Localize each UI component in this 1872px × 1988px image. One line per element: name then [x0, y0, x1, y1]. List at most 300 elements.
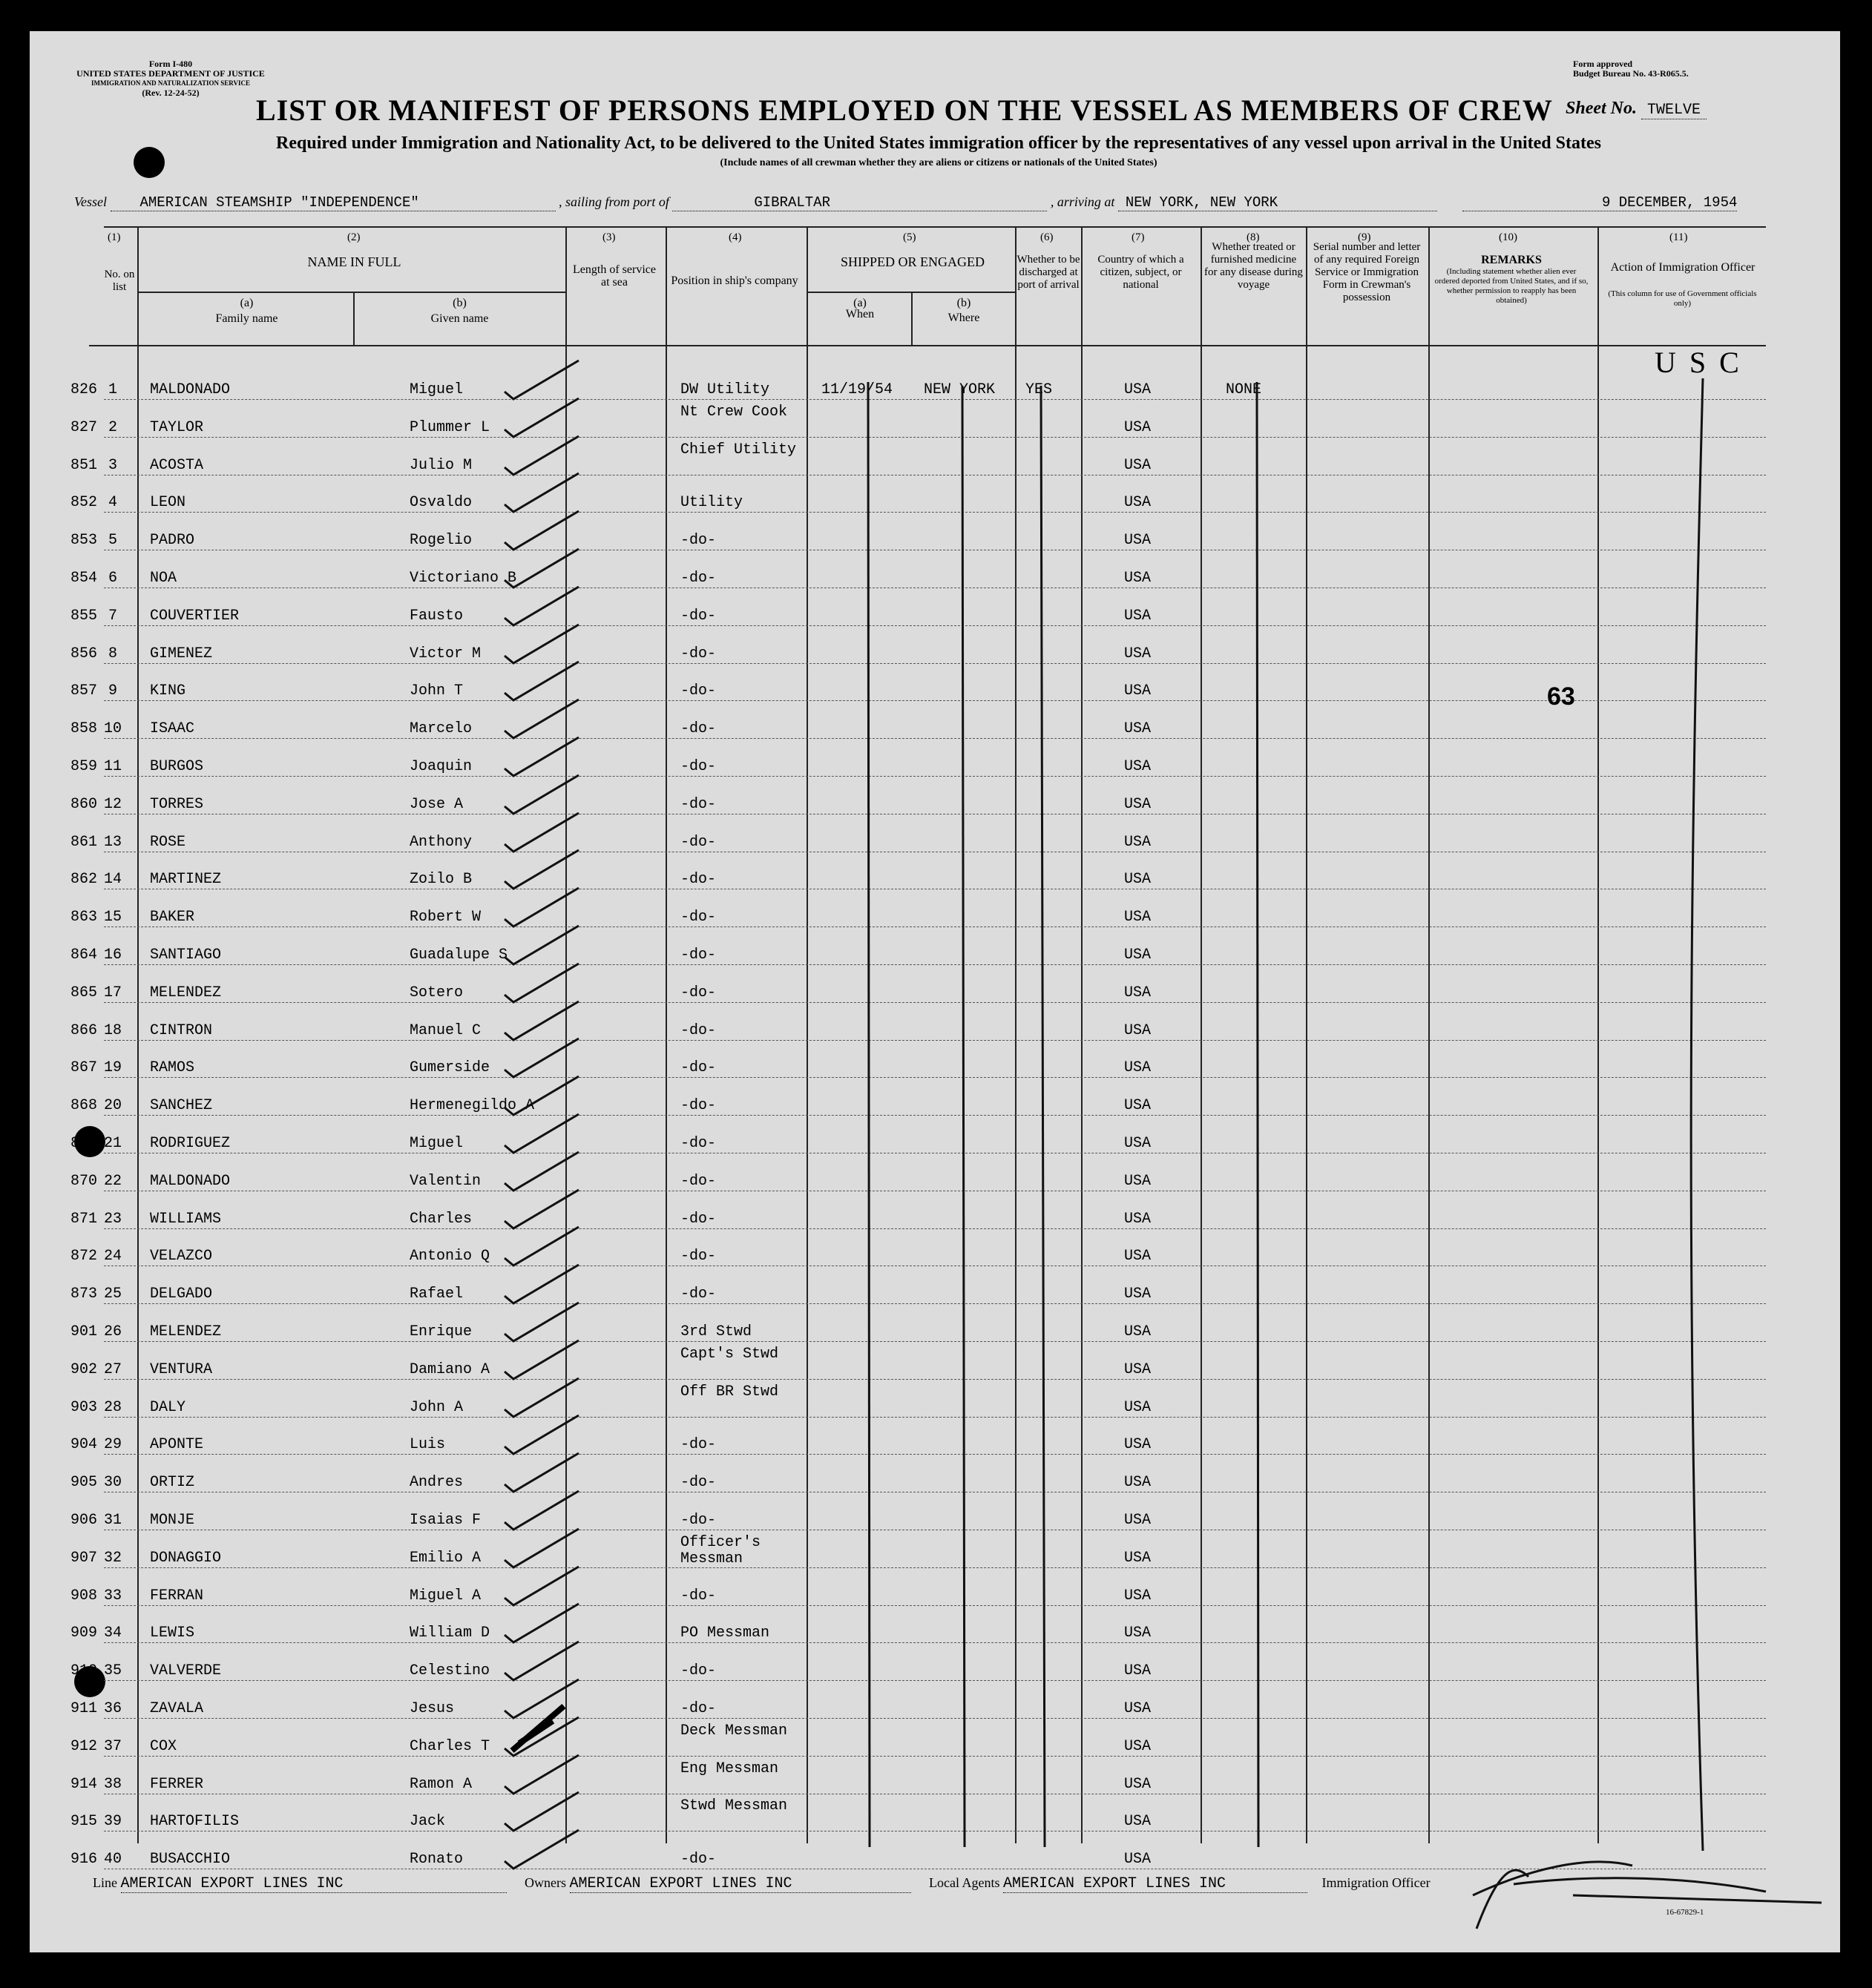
given-name: Miguel [410, 1135, 464, 1152]
form-code: 16-67829-1 [1666, 1908, 1704, 1917]
col-5a-header: When [845, 308, 875, 320]
owners-label: Owners [525, 1875, 566, 1890]
list-number: 17 [104, 984, 122, 1001]
family-name: MALDONADO [150, 381, 231, 398]
line-label: Line [93, 1875, 117, 1890]
country: USA [1124, 1436, 1152, 1453]
given-name: Celestino [410, 1662, 490, 1679]
vessel-value: AMERICAN STEAMSHIP "INDEPENDENCE" [111, 194, 556, 211]
family-name: VENTURA [150, 1361, 213, 1378]
list-number: 33 [104, 1587, 122, 1604]
country: USA [1124, 1662, 1152, 1679]
family-name: PADRO [150, 532, 195, 549]
given-name: Anthony [410, 834, 473, 851]
serial-number: 827 [70, 419, 98, 436]
serial-number: 857 [70, 682, 98, 700]
given-name: Luis [410, 1436, 446, 1453]
position: -do- [680, 1059, 717, 1076]
col-1-number: (1) [108, 231, 121, 243]
family-name: RODRIGUEZ [150, 1135, 231, 1152]
col-11-note: (This column for use of Government officials only) [1608, 289, 1757, 308]
country: USA [1124, 1173, 1152, 1190]
family-name: HARTOFILIS [150, 1813, 240, 1830]
list-number: 1 [108, 381, 118, 398]
position: -do- [680, 720, 717, 737]
col-9-number: (9) [1358, 231, 1371, 243]
approval: Form approved [1573, 59, 1633, 69]
position: -do- [680, 909, 717, 926]
country: USA [1124, 570, 1152, 587]
list-number: 38 [104, 1776, 122, 1793]
country: USA [1124, 1022, 1152, 1039]
serial-number: 871 [70, 1211, 98, 1228]
serial-number: 909 [70, 1625, 98, 1642]
col-5-number: (5) [903, 231, 916, 243]
family-name: FERRER [150, 1776, 204, 1793]
list-number: 30 [104, 1474, 122, 1491]
given-name: Joaquin [410, 758, 473, 775]
col-5-header: SHIPPED OR ENGAGED [840, 254, 985, 269]
position: Deck Messman [680, 1722, 788, 1740]
position: PO Messman [680, 1625, 770, 1642]
list-number: 24 [104, 1248, 122, 1265]
family-name: KING [150, 682, 186, 700]
arriving-value: NEW YORK, NEW YORK [1118, 194, 1437, 211]
given-name: Osvaldo [410, 494, 473, 511]
family-name: WILLIAMS [150, 1211, 222, 1228]
list-number: 18 [104, 1022, 122, 1039]
list-number: 11 [104, 758, 122, 775]
col-10-number: (10) [1499, 231, 1517, 243]
country: USA [1124, 1512, 1152, 1529]
serial-number: 865 [70, 984, 98, 1001]
remark-number: 63 [1547, 682, 1575, 711]
country: USA [1124, 947, 1152, 964]
position: -do- [680, 834, 717, 851]
col-9-header: Serial number and letter of any required Foreign Service or Immigration Form in Crewman's possession [1313, 241, 1421, 303]
list-number: 12 [104, 796, 122, 813]
agents-value: AMERICAN EXPORT LINES INC [1003, 1875, 1307, 1893]
requirement-text: Required under Immigration and Nationality Act, to be delivered to the United States immigration officer by the representatives of any vessel upon arrival in the United States [276, 134, 1601, 153]
list-number: 6 [108, 570, 118, 587]
serial-number: 863 [70, 909, 98, 926]
country: USA [1124, 532, 1152, 549]
serial-number: 906 [70, 1512, 98, 1529]
given-name: Victoriano B [410, 570, 517, 587]
list-number: 7 [108, 608, 118, 625]
service: IMMIGRATION AND NATURALIZATION SERVICE [91, 79, 250, 87]
position: -do- [680, 570, 717, 587]
col-3-number: (3) [602, 231, 616, 243]
serial-number: 903 [70, 1399, 98, 1416]
page-title: LIST OR MANIFEST OF PERSONS EMPLOYED ON THE VESSEL AS MEMBERS OF CREW [256, 93, 1553, 127]
sheet-value: TWELVE [1641, 102, 1707, 119]
serial-number: 869 [70, 1135, 98, 1152]
position: -do- [680, 682, 717, 700]
family-name: GIMENEZ [150, 645, 213, 662]
given-name: Emilio A [410, 1550, 482, 1567]
family-name: RAMOS [150, 1059, 195, 1076]
col-5a-number: (a) [853, 297, 867, 309]
col-1-header: No. on list [104, 269, 135, 293]
serial-number: 873 [70, 1286, 98, 1303]
col-11-number: (11) [1669, 231, 1688, 243]
position: Officer's Messman [680, 1534, 761, 1567]
list-number: 21 [104, 1135, 122, 1152]
country: USA [1124, 1399, 1152, 1416]
country: USA [1124, 419, 1152, 436]
position: DW Utility [680, 381, 770, 398]
position: -do- [680, 532, 717, 549]
given-name: Robert W [410, 909, 482, 926]
list-number: 9 [108, 682, 118, 700]
include-note: (Include names of all crewman whether they are aliens or citizens or nationals of the United States) [720, 157, 1157, 168]
given-name: Rogelio [410, 532, 473, 549]
family-name: MONJE [150, 1512, 195, 1529]
serial-number: 858 [70, 720, 98, 737]
list-number: 34 [104, 1625, 122, 1642]
country: USA [1124, 909, 1152, 926]
list-number: 31 [104, 1512, 122, 1529]
given-name: Charles T [410, 1738, 490, 1755]
serial-number: 901 [70, 1323, 98, 1340]
list-number: 13 [104, 834, 122, 851]
list-number: 32 [104, 1550, 122, 1567]
position: -do- [680, 1022, 717, 1039]
position: -do- [680, 1851, 717, 1868]
list-number: 35 [104, 1662, 122, 1679]
shipped-when: 11/19/54 [821, 381, 893, 398]
given-name: John T [410, 682, 464, 700]
discharged: YES [1025, 381, 1053, 398]
family-name: TAYLOR [150, 419, 204, 436]
serial-number: 852 [70, 494, 98, 511]
family-name: MALDONADO [150, 1173, 231, 1190]
list-number: 26 [104, 1323, 122, 1340]
position: -do- [680, 947, 717, 964]
col-2a-number: (a) [240, 297, 254, 309]
country: USA [1124, 1625, 1152, 1642]
list-number: 3 [108, 457, 118, 474]
family-name: BURGOS [150, 758, 204, 775]
position: Chief Utility [680, 441, 797, 458]
country: USA [1124, 1813, 1152, 1830]
list-number: 22 [104, 1173, 122, 1190]
family-name: ORTIZ [150, 1474, 195, 1491]
col-2a-header: Family name [215, 312, 278, 325]
list-number: 29 [104, 1436, 122, 1453]
position: Stwd Messman [680, 1797, 788, 1814]
serial-number: 859 [70, 758, 98, 775]
form-number: Form I-480 [148, 59, 193, 69]
given-name: Jose A [410, 796, 464, 813]
serial-number: 914 [70, 1776, 98, 1793]
given-name: Charles [410, 1211, 473, 1228]
given-name: Jack [410, 1813, 446, 1830]
given-name: Sotero [410, 984, 464, 1001]
sailing-label: , sailing from port of [559, 194, 669, 209]
list-number: 39 [104, 1813, 122, 1830]
col-7-number: (7) [1132, 231, 1145, 243]
given-name: John A [410, 1399, 464, 1416]
given-name: Jesus [410, 1700, 455, 1717]
given-name: Hermenegildo A [410, 1097, 535, 1114]
family-name: COUVERTIER [150, 608, 240, 625]
list-number: 28 [104, 1399, 122, 1416]
country: USA [1124, 1097, 1152, 1114]
given-name: Damiano A [410, 1361, 490, 1378]
position: -do- [680, 1135, 717, 1152]
country: USA [1124, 1135, 1152, 1152]
position: -do- [680, 796, 717, 813]
medicine: NONE [1226, 381, 1262, 398]
col-7-header: Country of which a citizen, subject, or national [1097, 254, 1184, 291]
serial-number: 867 [70, 1059, 98, 1076]
serial-number: 872 [70, 1248, 98, 1265]
arrival-date: 9 DECEMBER, 1954 [1462, 194, 1737, 211]
serial-number: 908 [70, 1587, 98, 1604]
family-name: NOA [150, 570, 177, 587]
position: -do- [680, 1700, 717, 1717]
given-name: Gumerside [410, 1059, 490, 1076]
officer-action-mark: USC [1655, 346, 1753, 379]
list-number: 16 [104, 947, 122, 964]
serial-number: 861 [70, 834, 98, 851]
serial-number: 864 [70, 947, 98, 964]
list-number: 10 [104, 720, 122, 737]
given-name: Ramon A [410, 1776, 473, 1793]
position: Off BR Stwd [680, 1383, 779, 1401]
department: UNITED STATES DEPARTMENT OF JUSTICE [76, 68, 265, 79]
given-name: Antonio Q [410, 1248, 490, 1265]
position: -do- [680, 1097, 717, 1114]
col-4-header: Position in ship's company [671, 274, 798, 287]
family-name: MELENDEZ [150, 984, 222, 1001]
family-name: MELENDEZ [150, 1323, 222, 1340]
list-number: 14 [104, 871, 122, 888]
position: -do- [680, 608, 717, 625]
country: USA [1124, 984, 1152, 1001]
family-name: TORRES [150, 796, 204, 813]
serial-number: 910 [70, 1662, 98, 1679]
country: USA [1124, 645, 1152, 662]
serial-number: 907 [70, 1550, 98, 1567]
col-11-header: Action of Immigration Officer [1610, 261, 1756, 274]
position: -do- [680, 1474, 717, 1491]
position: Capt's Stwd [680, 1346, 779, 1363]
list-number: 40 [104, 1851, 122, 1868]
list-number: 20 [104, 1097, 122, 1114]
family-name: LEWIS [150, 1625, 195, 1642]
budget-bureau: Budget Bureau No. 43-R065.5. [1573, 68, 1689, 79]
vessel-label: Vessel [74, 194, 107, 209]
family-name: FERRAN [150, 1587, 204, 1604]
shipped-where: NEW YORK [924, 381, 996, 398]
position: -do- [680, 1512, 717, 1529]
country: USA [1124, 1738, 1152, 1755]
family-name: DELGADO [150, 1286, 213, 1303]
country: USA [1124, 1323, 1152, 1340]
position: -do- [680, 758, 717, 775]
sailing-value: GIBRALTAR [672, 194, 1047, 211]
position: -do- [680, 1286, 717, 1303]
country: USA [1124, 494, 1152, 511]
country: USA [1124, 871, 1152, 888]
officer-label: Immigration Officer [1321, 1875, 1431, 1890]
family-name: ZAVALA [150, 1700, 204, 1717]
country: USA [1124, 1286, 1152, 1303]
country: USA [1124, 758, 1152, 775]
revision: (Rev. 12-24-52) [142, 88, 200, 98]
col-8-number: (8) [1247, 231, 1260, 243]
given-name: Julio M [410, 457, 473, 474]
serial-number: 854 [70, 570, 98, 587]
serial-number: 912 [70, 1738, 98, 1755]
serial-number: 860 [70, 796, 98, 813]
country: USA [1124, 457, 1152, 474]
country: USA [1124, 1059, 1152, 1076]
col-2b-header: Given name [430, 312, 489, 325]
serial-number: 870 [70, 1173, 98, 1190]
given-name: Plummer L [410, 419, 490, 436]
position: 3rd Stwd [680, 1323, 752, 1340]
serial-number: 916 [70, 1851, 98, 1868]
country: USA [1124, 608, 1152, 625]
position: Nt Crew Cook [680, 404, 788, 421]
col-8-header: Whether treated or furnished medicine for any disease during voyage [1204, 241, 1303, 291]
col-5b-header: Where [948, 312, 980, 324]
col-2b-number: (b) [453, 297, 467, 309]
family-name: MARTINEZ [150, 871, 222, 888]
position: Utility [680, 494, 743, 511]
given-name: Zoilo B [410, 871, 473, 888]
col-2-number: (2) [347, 231, 361, 243]
agents-label: Local Agents [929, 1875, 1000, 1890]
serial-number: 855 [70, 608, 98, 625]
serial-number: 904 [70, 1436, 98, 1453]
col-10-note: (Including statement whether alien ever ordered deported from United States, and if so, whether permission to reapply has been obtained) [1434, 267, 1589, 305]
country: USA [1124, 1700, 1152, 1717]
footer [93, 1875, 1799, 1893]
given-name: Fausto [410, 608, 464, 625]
country: USA [1124, 796, 1152, 813]
list-number: 25 [104, 1286, 122, 1303]
given-name: Ronato [410, 1851, 464, 1868]
sheet-label: Sheet No. [1566, 99, 1637, 118]
serial-number: 856 [70, 645, 98, 662]
list-number: 36 [104, 1700, 122, 1717]
given-name: Marcelo [410, 720, 473, 737]
serial-number: 862 [70, 871, 98, 888]
family-name: BUSACCHIO [150, 1851, 231, 1868]
country: USA [1124, 1211, 1152, 1228]
given-name: Andres [410, 1474, 464, 1491]
given-name: Enrique [410, 1323, 473, 1340]
given-name: Rafael [410, 1286, 464, 1303]
family-name: DONAGGIO [150, 1550, 222, 1567]
serial-number: 853 [70, 532, 98, 549]
list-number: 19 [104, 1059, 122, 1076]
col-6-number: (6) [1040, 231, 1054, 243]
country: USA [1124, 1776, 1152, 1793]
line-value: AMERICAN EXPORT LINES INC [121, 1875, 507, 1893]
col-6-header: Whether to be discharged at port of arrival [1017, 254, 1080, 291]
serial-number: 851 [70, 457, 98, 474]
serial-number: 911 [70, 1700, 98, 1717]
list-number: 23 [104, 1211, 122, 1228]
family-name: ROSE [150, 834, 186, 851]
country: USA [1124, 834, 1152, 851]
country: USA [1124, 1550, 1152, 1567]
col-10-header: REMARKS [1481, 254, 1542, 266]
list-number: 5 [108, 532, 118, 549]
position: -do- [680, 1211, 717, 1228]
family-name: BAKER [150, 909, 195, 926]
family-name: SANTIAGO [150, 947, 222, 964]
family-name: ISAAC [150, 720, 195, 737]
position: -do- [680, 984, 717, 1001]
family-name: SANCHEZ [150, 1097, 213, 1114]
given-name: Miguel A [410, 1587, 482, 1604]
country: USA [1124, 1474, 1152, 1491]
arriving-label: , arriving at [1050, 194, 1115, 209]
list-number: 27 [104, 1361, 122, 1378]
col-4-number: (4) [729, 231, 742, 243]
col-5b-number: (b) [956, 297, 971, 309]
family-name: LEON [150, 494, 186, 511]
serial-number: 866 [70, 1022, 98, 1039]
position: -do- [680, 1248, 717, 1265]
list-number: 2 [108, 419, 118, 436]
family-name: VALVERDE [150, 1662, 222, 1679]
given-name: Guadalupe S [410, 947, 508, 964]
position: -do- [680, 1173, 717, 1190]
family-name: VELAZCO [150, 1248, 213, 1265]
given-name: Miguel [410, 381, 464, 398]
family-name: CINTRON [150, 1022, 213, 1039]
country: USA [1124, 381, 1152, 398]
list-number: 8 [108, 645, 118, 662]
country: USA [1124, 1851, 1152, 1868]
given-name: William D [410, 1625, 490, 1642]
given-name: Manuel C [410, 1022, 482, 1039]
position: -do- [680, 645, 717, 662]
list-number: 4 [108, 494, 118, 511]
given-name: Isaias F [410, 1512, 482, 1529]
check-mark-icon [497, 1826, 586, 1877]
given-name: Valentin [410, 1173, 482, 1190]
serial-number: 868 [70, 1097, 98, 1114]
family-name: COX [150, 1738, 177, 1755]
given-name: Victor M [410, 645, 482, 662]
serial-number: 915 [70, 1813, 98, 1830]
country: USA [1124, 682, 1152, 700]
position: Eng Messman [680, 1760, 779, 1777]
family-name: ACOSTA [150, 457, 204, 474]
position: -do- [680, 871, 717, 888]
family-name: APONTE [150, 1436, 204, 1453]
list-number: 15 [104, 909, 122, 926]
serial-number: 826 [70, 381, 98, 398]
list-number: 37 [104, 1738, 122, 1755]
country: USA [1124, 1587, 1152, 1604]
serial-number: 905 [70, 1474, 98, 1491]
owners-value: AMERICAN EXPORT LINES INC [570, 1875, 911, 1893]
position: -do- [680, 1587, 717, 1604]
family-name: DALY [150, 1399, 186, 1416]
country: USA [1124, 1248, 1152, 1265]
serial-number: 902 [70, 1361, 98, 1378]
